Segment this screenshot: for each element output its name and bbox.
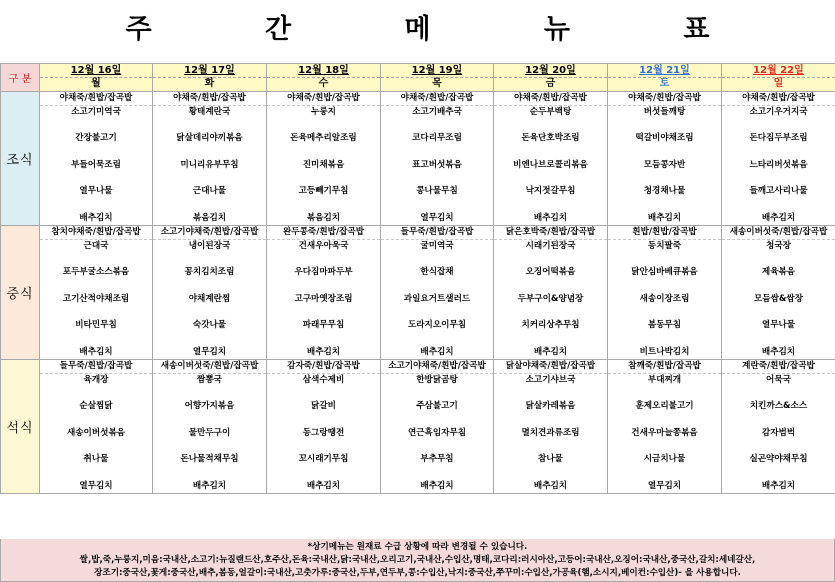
day-weekday: 토: [659, 78, 670, 89]
menu-item: 코다리무조림: [412, 133, 462, 143]
menu-item: [608, 172, 721, 185]
menu-item: 열무김치: [192, 346, 227, 357]
menu-cell: [494, 226, 608, 360]
menu-item: 열무김치: [79, 480, 113, 491]
menu-item: [722, 172, 835, 185]
menu-item: [40, 306, 152, 319]
porridge-rice-item: 계란죽/흰밥/잡곡밥: [722, 360, 835, 374]
menu-item: [722, 119, 835, 132]
menu-item: 야채계란찜: [188, 293, 231, 304]
menu-item: [608, 387, 721, 400]
menu-cell: [153, 226, 267, 360]
menu-item: 배추김치: [533, 480, 568, 491]
menu-item: 배추김치: [192, 480, 227, 491]
porridge-rice-item: 야채죽/흰밥/잡곡밥: [608, 92, 721, 106]
menu-item: [153, 467, 266, 480]
menu-item: 치킨까스&소스: [749, 401, 808, 411]
menu-item: [494, 414, 607, 427]
day-weekday: 수: [318, 78, 329, 89]
menu-item: 도라지오이무침: [407, 320, 467, 330]
menu-item: [608, 467, 721, 480]
meal-row-lunch: [1, 226, 835, 360]
menu-item: 오징어떡볶음: [525, 267, 576, 277]
porridge-rice-item: 야채죽/흰밥/잡곡밥: [153, 92, 266, 106]
menu-item: [381, 440, 493, 453]
menu-item: 한식잡채: [420, 267, 454, 277]
notice-line: 장조기:중국산,꽃게:중국산,배추,봄동,얼갈이:국내산,고춧가루:중국산,두부,연두부,콩:수입산,낙지:중국산,쭈꾸미:수입산,가공육(햄,소시지,베이컨:수입산)- 을 사용합니다.: [94, 568, 741, 578]
menu-item: 시래기된장국: [525, 240, 576, 251]
menu-item: 물만두구이: [188, 427, 231, 438]
menu-item: [40, 440, 152, 453]
menu-item: [608, 253, 721, 266]
porridge-rice-item: 소고기야채죽/흰밥/잡곡밥: [381, 360, 493, 374]
menu-item: [608, 146, 721, 159]
day-header-saturday: [608, 64, 722, 92]
menu-item: 열무나물: [79, 186, 113, 196]
menu-cell: [722, 360, 835, 494]
menu-item: 동그랑땡전: [302, 427, 345, 438]
meal-label-lunch: 중식: [1, 226, 40, 360]
day-header: [494, 64, 608, 92]
menu-item: 감자범벅: [761, 427, 796, 438]
menu-item: [267, 306, 380, 319]
menu-item: 새송이버섯볶음: [66, 427, 126, 438]
menu-item: 배추김치: [420, 480, 454, 491]
menu-item: 모듬쌈&쌈장: [753, 293, 803, 304]
menu-item: 건새우아욱국: [298, 240, 349, 251]
menu-item: 포두부굴소스볶음: [62, 267, 130, 277]
menu-item: 볶음김치: [306, 212, 341, 223]
menu-item: [40, 172, 152, 185]
menu-item: 돈다짐두부조림: [749, 133, 808, 143]
menu-item: 청국장: [766, 240, 791, 251]
menu-item: [722, 467, 835, 480]
day-date: 12월 22일: [722, 65, 835, 78]
menu-item: [153, 253, 266, 266]
menu-item: [267, 414, 380, 427]
menu-item: 고구마옛장조림: [294, 293, 353, 304]
menu-item: [722, 146, 835, 159]
menu-item: 순살찜닭: [79, 401, 113, 411]
menu-item: 콩나물무침: [416, 186, 458, 196]
porridge-rice-item: 감자죽/흰밥/잡곡밥: [267, 360, 380, 374]
menu-item: 느타리버섯볶음: [749, 159, 808, 170]
menu-item: 버섯들깨탕: [643, 106, 686, 117]
menu-cell: [494, 92, 608, 226]
menu-cell: [608, 92, 722, 226]
menu-item: [267, 172, 380, 185]
menu-item: 떡갈비야채조림: [635, 133, 694, 143]
menu-cell: [722, 92, 835, 226]
porridge-rice-item: 새송이버섯죽/흰밥/잡곡밥: [722, 226, 835, 240]
menu-item: 돈육단호박조림: [521, 133, 580, 143]
day-date: 12월 19일: [381, 65, 493, 78]
day-weekday: 금: [545, 78, 556, 89]
menu-item: 닭갈비: [311, 401, 336, 411]
menu-item: 순두부백탕: [529, 106, 572, 117]
menu-item: 배추김치: [761, 480, 796, 491]
menu-item: 멸치견과류조림: [521, 427, 580, 438]
menu-item: [722, 440, 835, 453]
menu-cell: [40, 226, 153, 360]
menu-cell: [608, 360, 722, 494]
menu-item: [40, 333, 152, 346]
porridge-rice-item: 소고기야채죽/흰밥/잡곡밥: [153, 226, 266, 240]
menu-item: [267, 333, 380, 346]
day-date: 12월 21일: [608, 65, 721, 78]
menu-item: 소고기우거지국: [749, 106, 808, 117]
day-date: 12월 18일: [267, 65, 380, 78]
menu-item: [40, 146, 152, 159]
menu-item: 미니리유부무침: [180, 159, 239, 170]
menu-item: [608, 280, 721, 293]
menu-item: 치커리상추무침: [521, 320, 580, 330]
menu-item: [722, 414, 835, 427]
day-header: [267, 64, 381, 92]
menu-item: 닭안심바베큐볶음: [631, 267, 698, 277]
day-weekday: 목: [432, 78, 442, 89]
menu-cell: [40, 360, 153, 494]
menu-item: 꼬시래기무침: [298, 454, 349, 464]
menu-item: [381, 172, 493, 185]
menu-item: 숙갓나물: [192, 320, 227, 330]
menu-item: 근대국: [83, 240, 109, 251]
menu-item: [40, 467, 152, 480]
menu-item: [608, 414, 721, 427]
menu-item: [381, 333, 493, 346]
menu-item: [608, 333, 721, 346]
menu-item: 배추김치: [533, 346, 568, 357]
day-header: [381, 64, 494, 92]
weekly-menu-table: [0, 63, 835, 494]
meal-label-breakfast: 조식: [1, 92, 40, 226]
porridge-rice-item: 야채죽/흰밥/잡곡밥: [722, 92, 835, 106]
menu-item: 모듬콩자반: [643, 159, 686, 170]
menu-item: [153, 387, 266, 400]
menu-item: [494, 253, 607, 266]
menu-item: 고기산적야채조림: [62, 293, 130, 304]
menu-item: 비엔나브로콜리볶음: [513, 159, 588, 170]
day-weekday: 일: [773, 78, 784, 89]
notice-line: *상기메뉴는 원재료 수급 상황에 따라 변경될 수 있습니다.: [307, 542, 528, 552]
page-title: 주 간 메 뉴 표: [125, 14, 762, 45]
menu-item: 돈나물적채무침: [180, 454, 239, 464]
menu-item: [608, 199, 721, 212]
menu-item: 육개장: [83, 374, 109, 385]
menu-item: [267, 387, 380, 400]
menu-item: [722, 387, 835, 400]
menu-item: [722, 199, 835, 212]
menu-item: 닭살카레볶음: [525, 401, 576, 411]
menu-item: [381, 387, 493, 400]
menu-item: 낙지젓갈무침: [525, 186, 576, 196]
porridge-rice-item: 새송이버섯죽/흰밥/잡곡밥: [153, 360, 266, 374]
menu-item: 동치팔죽: [647, 240, 682, 251]
menu-item: [153, 280, 266, 293]
menu-item: 꽁치김치조림: [184, 267, 235, 277]
menu-item: 열무김치: [647, 480, 682, 491]
menu-item: [267, 467, 380, 480]
menu-item: [153, 333, 266, 346]
menu-item: [267, 119, 380, 132]
porridge-rice-item: 참깨죽/흰밥/잡곡밥: [608, 360, 721, 374]
menu-item: 간장불고기: [75, 133, 117, 143]
menu-item: 어향가지볶음: [184, 401, 235, 411]
menu-item: 배추김치: [761, 212, 796, 223]
menu-item: 소고기배추국: [412, 106, 462, 117]
day-header-sunday: [722, 64, 835, 92]
menu-item: 짬뽕국: [197, 374, 222, 385]
menu-item: 삼색수제비: [302, 374, 345, 385]
menu-item: [40, 280, 152, 293]
menu-item: [153, 199, 266, 212]
day-date: 12월 20일: [494, 65, 607, 78]
menu-item: [494, 280, 607, 293]
menu-item: [381, 306, 493, 319]
menu-item: 어묵국: [766, 374, 791, 385]
menu-item: [40, 253, 152, 266]
porridge-rice-item: 완두콩죽/흰밥/잡곡밥: [267, 226, 380, 240]
menu-cell: [608, 226, 722, 360]
menu-item: 배추김치: [79, 212, 113, 223]
menu-item: 새송이장조림: [639, 293, 690, 304]
menu-item: [153, 119, 266, 132]
menu-item: [267, 440, 380, 453]
porridge-rice-item: 야채죽/흰밥/잡곡밥: [267, 92, 380, 106]
menu-item: 닭살데리야끼볶음: [176, 133, 243, 143]
menu-item: [381, 280, 493, 293]
menu-item: [494, 199, 607, 212]
menu-item: [153, 172, 266, 185]
menu-item: [722, 306, 835, 319]
menu-item: 부대찌개: [647, 374, 682, 385]
porridge-rice-item: 닭은호박죽/흰밥/잡곡밥: [494, 226, 607, 240]
menu-item: 황태계란국: [188, 106, 231, 117]
menu-item: 청경채나물: [643, 186, 686, 196]
day-date: 12월 16일: [40, 65, 152, 78]
menu-item: 부들어묵조림: [71, 159, 121, 170]
menu-item: 소고기미역국: [71, 106, 121, 117]
menu-item: [153, 414, 266, 427]
menu-item: [722, 253, 835, 266]
menu-item: [381, 119, 493, 132]
menu-item: 볶음김치: [192, 212, 227, 223]
porridge-rice-item: 흰밥/흰밥/잡곡밥: [608, 226, 721, 240]
menu-item: [40, 414, 152, 427]
menu-item: 참나물: [538, 454, 563, 464]
menu-item: [267, 199, 380, 212]
meal-row-breakfast: [1, 92, 835, 226]
porridge-rice-item: 들무죽/흰밥/잡곡밥: [381, 226, 493, 240]
menu-item: 열무김치: [420, 212, 454, 223]
category-header: 구 분: [1, 64, 40, 92]
menu-item: [381, 414, 493, 427]
menu-item: 돈육메추리알조림: [290, 133, 357, 143]
menu-item: [494, 387, 607, 400]
menu-cell: [267, 226, 381, 360]
menu-item: 제육볶음: [761, 267, 796, 277]
menu-item: [494, 146, 607, 159]
menu-item: 한방닭곰탕: [416, 374, 458, 385]
porridge-rice-item: 들무죽/흰밥/잡곡밥: [40, 360, 152, 374]
meal-row-dinner: [1, 360, 835, 494]
menu-item: 표고버섯볶음: [412, 159, 462, 170]
menu-item: [608, 306, 721, 319]
menu-item: [267, 253, 380, 266]
porridge-rice-item: 참치야채죽/흰밥/잡곡밥: [40, 226, 152, 240]
menu-item: 배추김치: [533, 212, 568, 223]
menu-cell: [381, 226, 494, 360]
menu-item: [381, 146, 493, 159]
menu-cell: [722, 226, 835, 360]
day-date: 12월 17일: [153, 65, 266, 78]
menu-item: [494, 467, 607, 480]
day-header: [153, 64, 267, 92]
menu-item: 주삼불고기: [416, 401, 458, 411]
menu-item: [267, 280, 380, 293]
menu-item: 훈제오리불고기: [635, 401, 694, 411]
menu-item: 배추김치: [306, 346, 341, 357]
porridge-rice-item: 야채죽/흰밥/잡곡밥: [40, 92, 152, 106]
notice-line: 쌀,밥,죽,누룽지,미음:국내산,소고기:뉴질랜드산,호주산,돈육:국내산,닭:국내산,오리고기,국내산,수입산,명태,코다리:러시아산,고등어:국내산,오징어:국내산,중국산,갈치:세네갈산,: [79, 555, 756, 565]
menu-item: [40, 387, 152, 400]
menu-item: [722, 280, 835, 293]
menu-item: 비타민무침: [75, 320, 117, 330]
menu-item: [722, 333, 835, 346]
menu-item: [153, 306, 266, 319]
menu-item: [608, 119, 721, 132]
menu-item: 건새우마늘쫑볶음: [631, 427, 698, 438]
menu-cell: [153, 360, 267, 494]
menu-cell: [494, 360, 608, 494]
menu-item: 우다짐마파두부: [294, 267, 353, 277]
meal-label-dinner: 석식: [1, 360, 40, 494]
menu-item: 배추김치: [79, 346, 113, 357]
porridge-rice-item: 야채죽/흰밥/잡곡밥: [381, 92, 493, 106]
menu-item: [267, 146, 380, 159]
menu-cell: [267, 92, 381, 226]
menu-item: [494, 306, 607, 319]
menu-item: 열무나물: [761, 320, 796, 330]
menu-item: 들깨고사리나물: [749, 186, 808, 196]
menu-cell: [267, 360, 381, 494]
menu-item: 취나물: [83, 454, 109, 464]
menu-item: [153, 146, 266, 159]
menu-item: [494, 172, 607, 185]
menu-item: 굴미역국: [420, 240, 454, 251]
menu-cell: [381, 360, 494, 494]
menu-item: 근대나물: [192, 186, 227, 196]
menu-item: 시금치나물: [643, 454, 686, 464]
menu-item: 누룽지: [311, 106, 336, 117]
day-weekday: 월: [91, 78, 101, 89]
day-weekday: 화: [204, 78, 215, 89]
menu-item: 과일요거트샐러드: [403, 293, 471, 304]
menu-item: [494, 333, 607, 346]
menu-item: 진미채볶음: [302, 159, 345, 170]
notice-box: [0, 539, 835, 582]
menu-item: 배추김치: [647, 212, 682, 223]
porridge-rice-item: 야채죽/흰밥/잡곡밥: [494, 92, 607, 106]
menu-item: 배추김치: [761, 346, 796, 357]
menu-item: 부추무침: [420, 454, 454, 464]
menu-item: 실곤약야채무침: [749, 454, 808, 464]
menu-item: 고등빼기무침: [298, 186, 349, 196]
menu-item: 연근흑임자무침: [407, 427, 467, 438]
menu-item: [153, 440, 266, 453]
menu-item: 봄동무침: [647, 320, 682, 330]
menu-item: 비트나박김치: [639, 346, 690, 357]
menu-item: [494, 440, 607, 453]
menu-cell: [153, 92, 267, 226]
menu-item: 소고기샤브국: [525, 374, 576, 385]
menu-item: [381, 467, 493, 480]
menu-cell: [40, 92, 153, 226]
menu-cell: [381, 92, 494, 226]
day-header: [40, 64, 153, 92]
menu-item: 냉이된장국: [188, 240, 231, 251]
porridge-rice-item: 닭살야채죽/흰밥/잡곡밥: [494, 360, 607, 374]
menu-item: [40, 199, 152, 212]
menu-item: 배추김치: [420, 346, 454, 357]
menu-item: 두부구이&양념장: [517, 293, 584, 304]
header-row: [1, 64, 835, 92]
menu-item: 배추김치: [306, 480, 341, 491]
menu-item: [381, 199, 493, 212]
menu-item: [381, 253, 493, 266]
menu-item: [40, 119, 152, 132]
menu-item: [608, 440, 721, 453]
menu-item: [494, 119, 607, 132]
menu-item: 파래무무침: [302, 320, 345, 330]
